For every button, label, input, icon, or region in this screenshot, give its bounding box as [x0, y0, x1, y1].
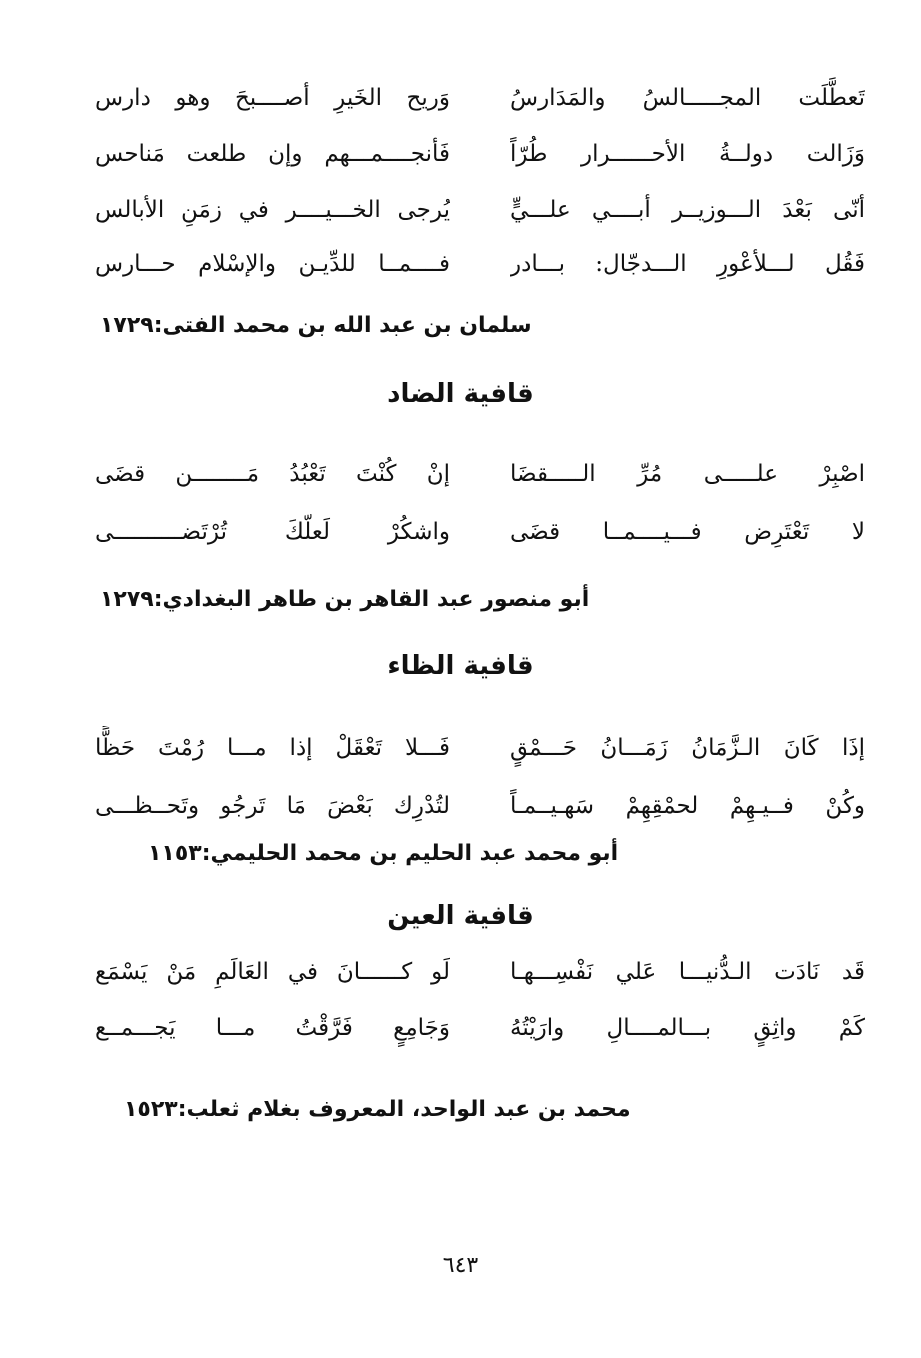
verse-line — [90, 188, 865, 232]
verse-first-hemistich: قَد نَادَت الـدُّنيـــا عَلي نَفْسِـــهـا — [510, 959, 865, 985]
verse-second-hemistich: إنْ كُنْتَ تَعْبُدُ مَــــــــن قضَى — [95, 461, 450, 487]
page-number: ٦٤٣ — [442, 1253, 479, 1278]
poet-attribution: محمد بن عبد الواحد، المعروف بغلام ثعلب:١٥٢٣ — [124, 1097, 631, 1122]
verse-first-hemistich: أنّى بَعْدَ الـــوزيــر أبــــي علـــيٍّ — [510, 197, 865, 223]
poet-attribution: سلمان بن عبد الله بن محمد الفتى:١٧٢٩ — [100, 313, 532, 338]
verse-second-hemistich: لَو كــــــانَ في العَالَمِ مَنْ يَسْمَع — [95, 959, 450, 985]
verse-first-hemistich: اصْبِرْ علـــــى مُرِّ الـــــقضَا — [510, 461, 865, 487]
verse-line — [90, 1006, 865, 1050]
verse-line — [90, 242, 865, 286]
verse-first-hemistich: وكُنْ فــيـهِمْ لحمْقِهِمْ سَهـيــمـاً — [510, 793, 865, 819]
verse-first-hemistich: فَقُل لـــلأعْورِ الـــدجّال: بـــادر — [510, 251, 865, 277]
verse-line — [90, 726, 865, 770]
verse-second-hemistich: واشكُرْ لَعلّكَ تُرْتَضــــــــــى — [95, 519, 450, 545]
verse-second-hemistich: وَريح الخَيرِ أصــــبحَ وهو دارس — [95, 85, 450, 111]
verse-second-hemistich: فــــمــا للدِّيـن والإسْلام حـــارس — [95, 251, 450, 277]
verse-second-hemistich: وَجَامِعٍ فَرَّقْتُ مـــا يَجـــمــع — [95, 1015, 450, 1041]
verse-second-hemistich: لتُدْرِك بَعْضَ مَا تَرجُو وتَحــظـــى — [95, 793, 450, 819]
verse-second-hemistich: فَـــلا تَعْقَلْ إذا مـــا رُمْتَ حَظًّا — [95, 735, 450, 761]
verse-first-hemistich: إذَا كَانَ الـزَّمَانُ زَمَـــانُ حَـــمْقٍ — [510, 735, 865, 761]
poet-attribution: أبو محمد عبد الحليم بن محمد الحليمي:١١٥٣ — [148, 841, 619, 866]
verse-first-hemistich: وَزَالت دولــةُ الأحــــــرار طُرّاً — [510, 141, 865, 167]
poet-attribution: أبو منصور عبد القاهر بن طاهر البغدادي:١٢٧٩ — [100, 587, 590, 612]
verse-line — [90, 132, 865, 176]
section-heading: قافية الظاء — [387, 651, 534, 681]
verse-line — [90, 784, 865, 828]
verse-line — [90, 452, 865, 496]
verse-first-hemistich: كَمْ واثِقٍ بـــالمــــالِ وارَيْتُهُ — [510, 1015, 865, 1041]
verse-second-hemistich: فَأنجــــمـــهم وإن طلعت مَناحس — [95, 141, 450, 167]
section-heading: قافية العين — [387, 901, 534, 931]
verse-second-hemistich: يُرجى الخـــيــــر في زمَنِ الأبالس — [95, 197, 450, 223]
verse-first-hemistich: تَعطَّلَت المجـــــالسُ والمَدَارسُ — [510, 85, 865, 111]
verse-line — [90, 510, 865, 554]
verse-first-hemistich: لا تَعْتَرِض فـــيــــمــا قضَى — [510, 519, 865, 545]
verse-line — [90, 76, 865, 120]
verse-line — [90, 950, 865, 994]
section-heading: قافية الضاد — [387, 379, 534, 409]
